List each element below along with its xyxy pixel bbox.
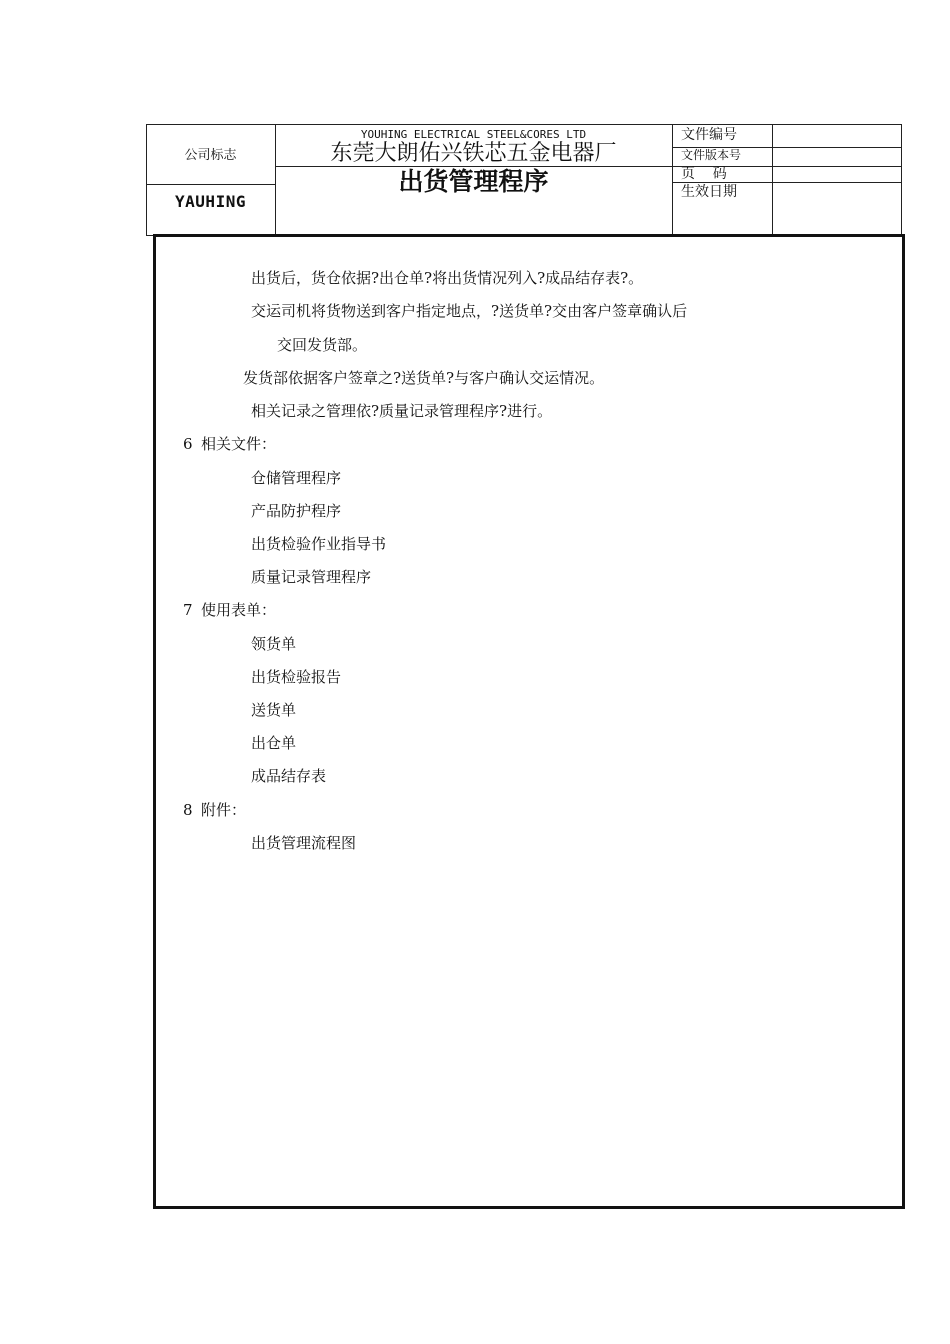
section-title: 附件： — [201, 801, 247, 819]
list-item: 出货检验作业指导书 — [251, 535, 387, 553]
logo-row-sep — [146, 184, 276, 185]
paragraph-1: 出货后，货仓依据?出仓单?将出货情况列入?成品结存表?。 — [251, 269, 644, 287]
paragraph-2: 交运司机将货物送到客户指定地点，?送货单?交由客户签章确认后 — [251, 302, 688, 320]
section-number: 7 — [183, 601, 193, 619]
document-header — [146, 124, 902, 236]
header-col-sep-2 — [672, 124, 673, 236]
section-number: 8 — [183, 801, 193, 819]
company-logo: YAUHING — [175, 192, 246, 211]
paragraph-4: 发货部依据客户签章之?送货单?与客户确认交运情况。 — [243, 369, 605, 387]
section-6-heading — [183, 437, 276, 452]
header-col-sep-3 — [772, 124, 773, 236]
list-item: 送货单 — [251, 701, 297, 719]
list-item: 出货管理流程图 — [251, 834, 357, 852]
section-number: 6 — [183, 435, 193, 453]
logo-label: 公司标志 — [184, 148, 237, 163]
meta-doc-no-label: 文件编号 — [681, 127, 737, 143]
company-name-cn: 东莞大朗佑兴铁芯五金电器厂 — [330, 141, 617, 166]
header-border-top — [146, 124, 902, 125]
meta-version-label: 文件版本号 — [681, 148, 742, 162]
header-border-left — [146, 124, 147, 236]
meta-row-sep-3 — [672, 182, 902, 183]
paragraph-5: 相关记录之管理依?质量记录管理程序?进行。 — [251, 402, 553, 420]
header-border-right — [901, 124, 902, 236]
section-7-heading — [183, 603, 276, 618]
section-title: 使用表单： — [201, 601, 277, 619]
list-item: 出货检验报告 — [251, 668, 342, 686]
document-title: 出货管理程序 — [398, 167, 549, 196]
list-item: 出仓单 — [251, 734, 297, 752]
list-item: 成品结存表 — [251, 767, 327, 785]
meta-page-label: 页 码 — [681, 166, 727, 182]
list-item: 仓储管理程序 — [251, 469, 342, 487]
section-8-heading — [183, 803, 246, 818]
meta-effective-date-label: 生效日期 — [681, 184, 737, 200]
list-item: 产品防护程序 — [251, 502, 342, 520]
company-name-en: YOUHING ELECTRICAL STEEL&CORES LTD — [360, 128, 587, 141]
section-title: 相关文件： — [201, 435, 277, 453]
list-item: 质量记录管理程序 — [251, 568, 372, 586]
list-item: 领货单 — [251, 635, 297, 653]
paragraph-3: 交回发货部。 — [277, 336, 368, 354]
